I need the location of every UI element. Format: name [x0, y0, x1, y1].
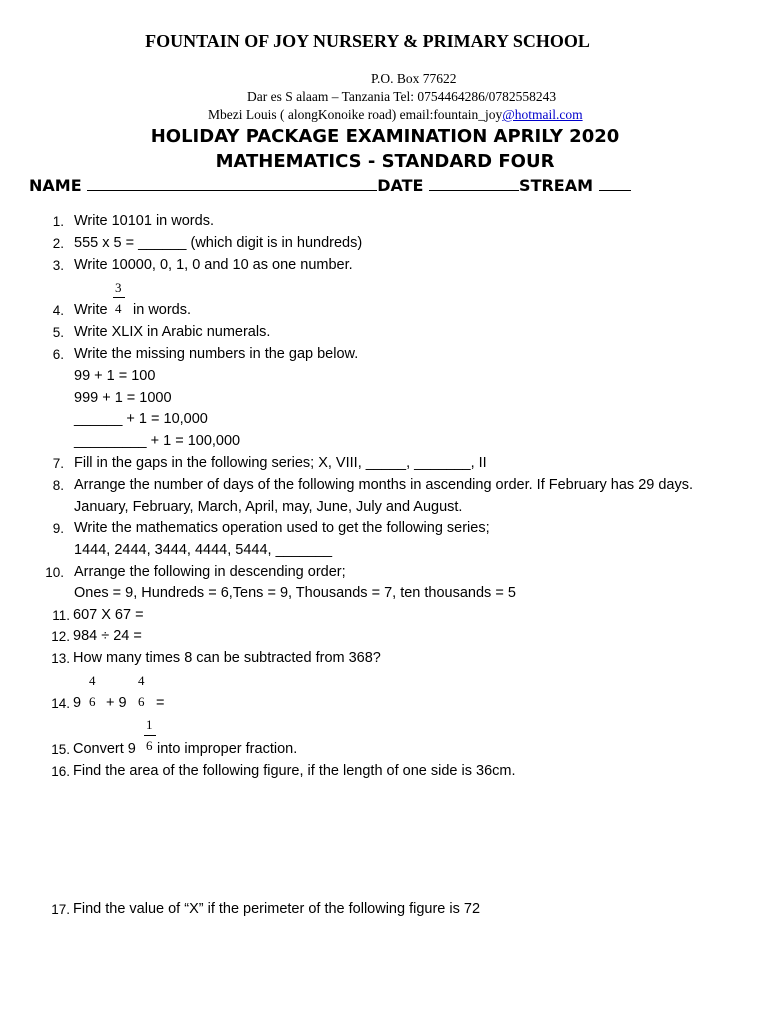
fraction-denominator: 4	[115, 301, 122, 316]
date-label: DATE	[377, 176, 424, 195]
question-9-line: 1444, 2444, 3444, 4444, 5444, _______	[74, 542, 333, 558]
fraction-denominator: 6	[89, 694, 96, 709]
question-4-rest: in words.	[133, 302, 192, 318]
question-number: 1.	[52, 214, 64, 229]
exam-title: HOLIDAY PACKAGE EXAMINATION APRILY 2020	[150, 126, 620, 147]
stream-field[interactable]	[599, 176, 631, 191]
question-6-line: _________ + 1 = 100,000	[74, 433, 241, 449]
question-number: 3.	[52, 258, 64, 273]
question-6-line: ______ + 1 = 10,000	[74, 411, 208, 427]
fraction-bar	[144, 735, 156, 736]
mixed-whole-1: 9	[73, 695, 82, 711]
location-phone: Dar es S alaam – Tanzania Tel: 0754464286/0782558243	[247, 89, 557, 104]
question-10-text: Arrange the following in descending order;	[74, 564, 346, 580]
question-6-line: 999 + 1 = 1000	[74, 390, 172, 406]
question-number: 6.	[52, 347, 64, 362]
fraction-numerator: 1	[146, 717, 153, 732]
question-8-text: Arrange the number of days of the following months in ascending order. If February has 29 days.	[74, 477, 694, 493]
question-number: 14.	[51, 696, 70, 711]
name-field[interactable]	[87, 176, 377, 191]
question-number: 13.	[51, 651, 70, 666]
question-number: 4.	[52, 303, 64, 318]
question-8-line: January, February, March, April, may, June, July and August.	[74, 499, 463, 515]
fraction-numerator: 4	[138, 673, 145, 688]
question-number: 12.	[51, 629, 70, 644]
question-12-text: 984 ÷ 24 =	[73, 628, 142, 644]
question-2-text: 555 x 5 = ______ (which digit is in hundreds)	[74, 235, 363, 251]
question-number: 7.	[52, 456, 64, 471]
fraction-denominator: 6	[146, 738, 153, 753]
question-number: 5.	[52, 325, 64, 340]
question-15-rest: into improper fraction.	[157, 741, 298, 757]
school-name: FOUNTAIN OF JOY NURSERY & PRIMARY SCHOOL	[145, 31, 590, 51]
student-info-row	[29, 176, 631, 195]
question-15-text: Convert 9	[73, 741, 136, 757]
question-13-text: How many times 8 can be subtracted from 368?	[73, 650, 381, 666]
fraction-denominator: 6	[138, 694, 145, 709]
plus-nine: + 9	[106, 695, 127, 711]
fraction-bar	[113, 297, 125, 298]
fraction-numerator: 3	[115, 280, 122, 295]
question-number: 15.	[51, 742, 70, 757]
question-1-text: Write 10101 in words.	[74, 213, 214, 229]
question-3-text: Write 10000, 0, 1, 0 and 10 as one number.	[74, 257, 353, 273]
question-16-text: Find the area of the following figure, if the length of one side is 36cm.	[73, 763, 516, 779]
question-number: 11.	[52, 608, 70, 623]
question-7-text: Fill in the gaps in the following series; X, VIII, _____, _______, II	[74, 455, 487, 471]
address-email	[208, 107, 583, 123]
question-17-text: Find the value of “X” if the perimeter of the following figure is 72	[73, 901, 481, 917]
question-6-text: Write the missing numbers in the gap below.	[74, 346, 359, 362]
subject-title: MATHEMATICS - STANDARD FOUR	[215, 151, 555, 172]
question-number: 2.	[52, 236, 64, 251]
question-number: 17.	[51, 902, 70, 917]
question-number: 10.	[45, 565, 64, 580]
question-6-line: 99 + 1 = 100	[74, 368, 156, 384]
equals-sign: =	[156, 695, 165, 711]
date-field[interactable]	[429, 176, 519, 191]
email-link[interactable]: @hotmail.com	[502, 107, 583, 122]
question-number: 8.	[52, 478, 64, 493]
question-number: 9.	[52, 521, 64, 536]
question-5-text: Write XLIX in Arabic numerals.	[74, 324, 271, 340]
po-box: P.O. Box 77622	[371, 71, 457, 86]
question-4-write: Write	[74, 302, 108, 318]
name-label: NAME	[29, 176, 82, 195]
question-10-line: Ones = 9, Hundreds = 6,Tens = 9, Thousands = 7, ten thousands = 5	[74, 585, 516, 601]
address-text: Mbezi Louis ( alongKonoike road) email:fountain_joy	[208, 107, 503, 122]
question-number: 16.	[51, 764, 70, 779]
fraction-numerator: 4	[89, 673, 96, 688]
question-11-text: 607 X 67 =	[73, 607, 144, 623]
stream-label: STREAM	[519, 176, 594, 195]
question-9-text: Write the mathematics operation used to get the following series;	[74, 520, 490, 536]
